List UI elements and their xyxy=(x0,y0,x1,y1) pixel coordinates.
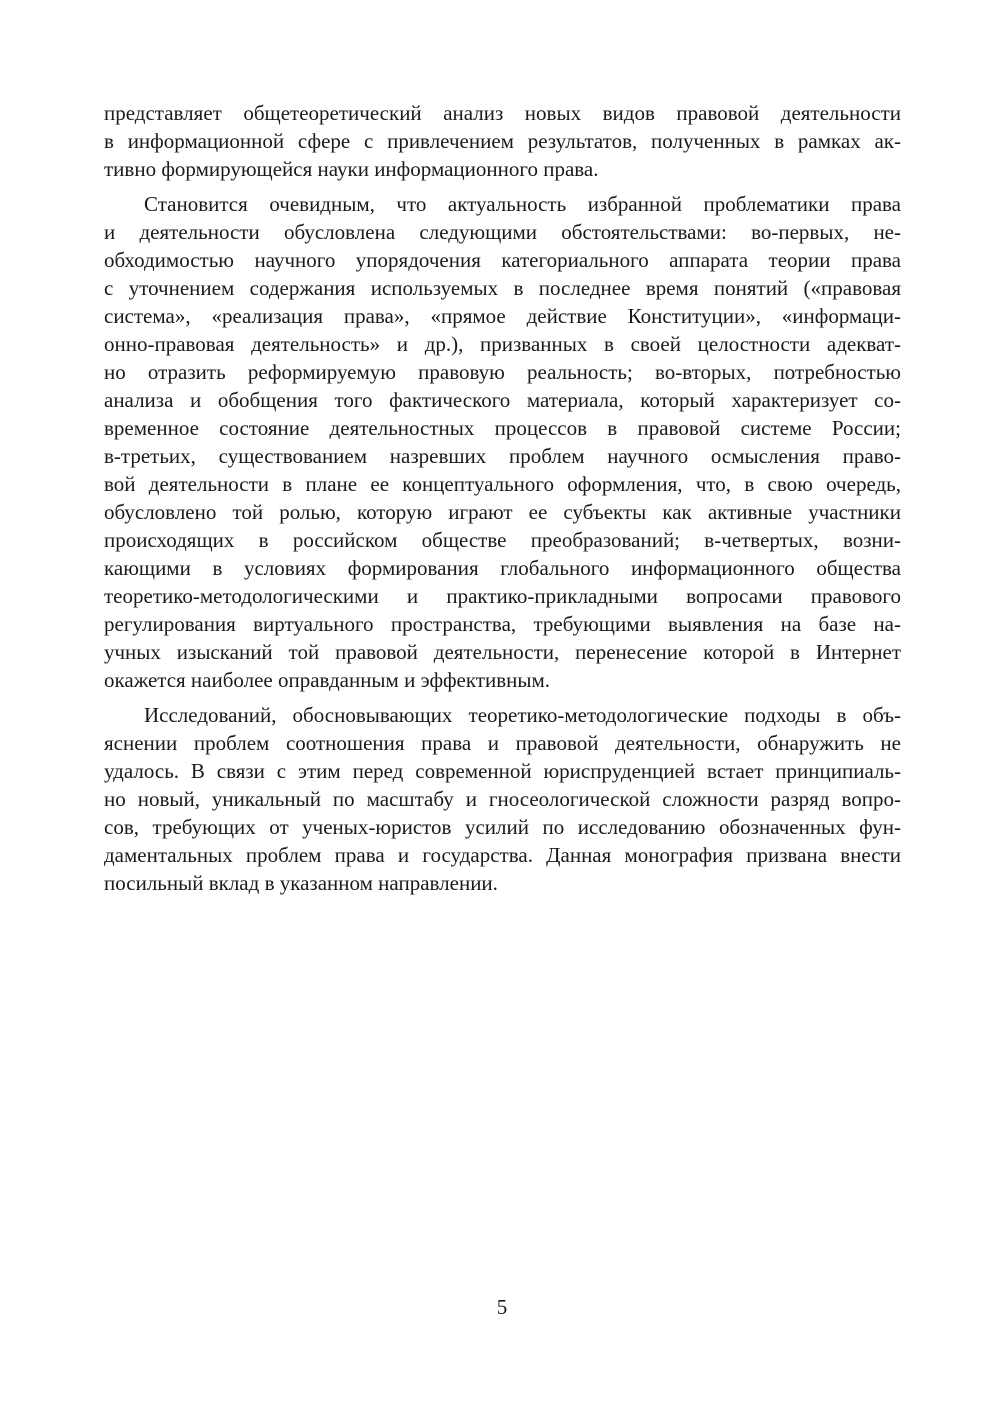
paragraph-line: происходящих в российском обществе преобразований; в-четвертых, возни- xyxy=(104,528,901,552)
paragraph-line: окажется наиболее оправданным и эффективным. xyxy=(104,668,551,692)
paragraph-line: сов, требующих от ученых-юристов усилий по исследованию обозначенных фун- xyxy=(104,815,901,839)
page-number: 5 xyxy=(496,1295,508,1319)
paragraph-line: в-третьих, существованием назревших проблем научного осмысления право- xyxy=(104,444,901,468)
paragraph-line: Становится очевидным, что актуальность избранной проблематики права xyxy=(144,192,901,216)
paragraph-line: система», «реализация права», «прямое действие Конституции», «информаци- xyxy=(104,304,901,328)
paragraph-line: теоретико-методологическими и практико-прикладными вопросами правового xyxy=(104,584,901,608)
paragraph-line: яснении проблем соотношения права и правовой деятельности, обнаружить не xyxy=(104,731,901,755)
paragraph-line: анализа и обобщения того фактического материала, который характеризует со- xyxy=(104,388,901,412)
paragraph-line: учных изысканий той правовой деятельности, перенесение которой в Интернет xyxy=(104,640,901,664)
body-text xyxy=(104,99,901,897)
paragraph-line: вой деятельности в плане ее концептуального оформления, что, в свою очередь, xyxy=(104,472,901,496)
paragraph-line: обусловлено той ролью, которую играют ее субъекты как активные участники xyxy=(104,500,901,524)
paragraph-line: с уточнением содержания используемых в последнее время понятий («правовая xyxy=(104,276,901,300)
paragraph-3 xyxy=(104,701,901,897)
paragraph-line: обходимостью научного упорядочения категориального аппарата теории права xyxy=(104,248,901,272)
paragraph-line: но отразить реформируемую правовую реальность; во-вторых, потребностью xyxy=(104,360,901,384)
paragraph-line: посильный вклад в указанном направлении. xyxy=(104,871,498,895)
paragraph-line: Исследований, обосновывающих теоретико-методологические подходы в объ- xyxy=(144,703,901,727)
paragraph-line: но новый, уникальный по масштабу и гносеологической сложности разряд вопро- xyxy=(104,787,901,811)
paragraph-line: и деятельности обусловлена следующими обстоятельствами: во-первых, не- xyxy=(104,220,901,244)
paragraph-line: кающими в условиях формирования глобального информационного общества xyxy=(104,556,901,580)
paragraph-line: временное состояние деятельностных процессов в правовой системе России; xyxy=(104,416,901,440)
paragraph-line: даментальных проблем права и государства. Данная монография призвана внести xyxy=(104,843,901,867)
paragraph-line: удалось. В связи с этим перед современной юриспруденцией встает принципиаль- xyxy=(104,759,901,783)
paragraph-1 xyxy=(104,99,901,183)
paragraph-line: в информационной сфере с привлечением результатов, полученных в рамках ак- xyxy=(104,129,901,153)
paragraph-line: представляет общетеоретический анализ новых видов правовой деятельности xyxy=(104,101,901,125)
paragraph-2 xyxy=(104,190,901,694)
paragraph-line: тивно формирующейся науки информационного права. xyxy=(104,157,599,181)
paragraph-line: онно-правовая деятельность» и др.), призванных в своей целостности адекват- xyxy=(104,332,901,356)
paragraph-line: регулирования виртуального пространства, требующими выявления на базе на- xyxy=(104,612,901,636)
